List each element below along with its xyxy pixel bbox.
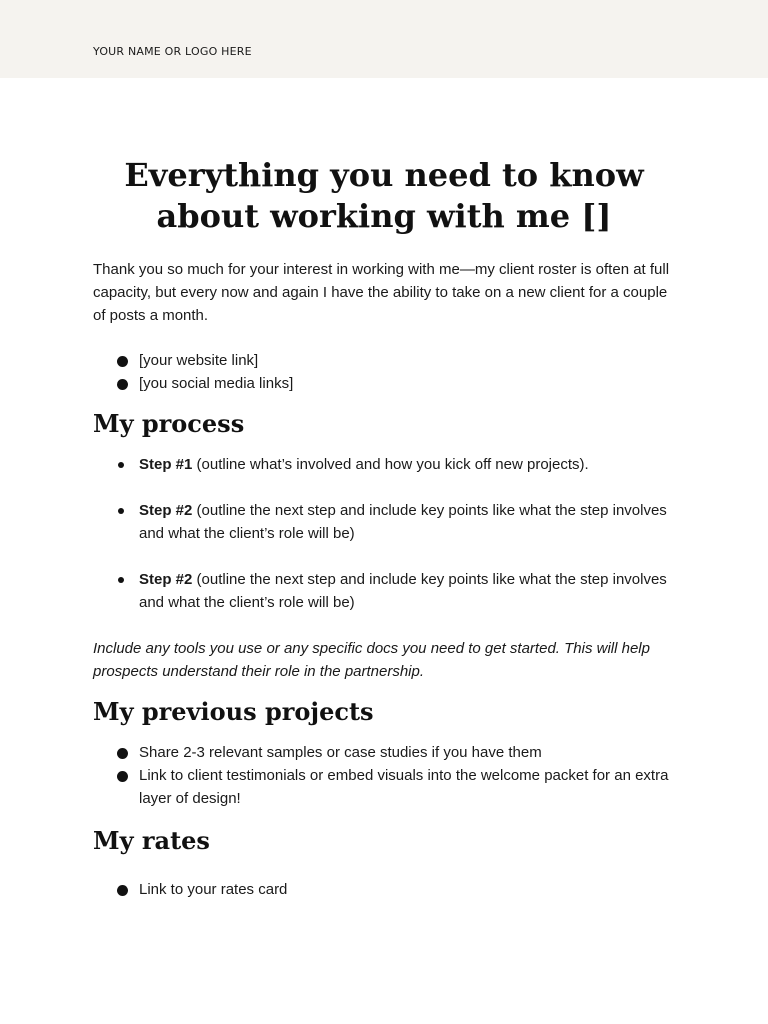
links-list (93, 349, 675, 395)
process-step (93, 499, 675, 545)
bullet-icon (117, 748, 128, 759)
process-note: Include any tools you use or any specific docs you need to get started. This will help prospects understand their role in the partnership. (93, 640, 650, 680)
list-item (93, 741, 675, 764)
social-links-placeholder: [you social media links] (139, 375, 294, 392)
projects-list (93, 741, 675, 810)
bullet-icon (118, 577, 124, 583)
section-heading-process: My process (93, 409, 245, 438)
bullet-icon (117, 771, 128, 782)
rates-card-link-placeholder: Link to your rates card (139, 881, 288, 898)
website-link-placeholder: [your website link] (139, 352, 259, 369)
intro-paragraph: Thank you so much for your interest in working with me—my client roster is often at full capacity, but every now and again I have the ability to take on a new client for a couple of posts a month. (93, 261, 670, 324)
document-body (93, 155, 675, 901)
rates-list (93, 878, 675, 901)
header-band (0, 0, 768, 78)
process-step (93, 453, 675, 476)
bullet-icon (118, 462, 124, 468)
section-heading-rates: My rates (93, 826, 210, 855)
logo-placeholder: YOUR NAME OR LOGO HERE (93, 45, 252, 58)
bullet-icon (117, 379, 128, 390)
process-step (93, 568, 675, 614)
bullet-icon (117, 356, 128, 367)
process-steps-list (93, 453, 675, 614)
project-item-text: Link to client testimonials or embed visuals into the welcome packet for an extra layer of design! (139, 767, 669, 807)
step-label: Step #1 (139, 456, 193, 473)
step-label: Step #2 (139, 571, 193, 588)
step-label: Step #2 (139, 502, 193, 519)
section-heading-projects: My previous projects (93, 697, 374, 726)
list-item (93, 878, 675, 901)
step-text: (outline the next step and include key points like what the step involves and what the client’s role will be) (139, 571, 667, 611)
bullet-icon (118, 508, 124, 514)
list-item (93, 372, 675, 395)
project-item-text: Share 2-3 relevant samples or case studies if you have them (139, 744, 542, 761)
list-item (93, 764, 675, 810)
step-text: (outline what’s involved and how you kick off new projects). (192, 456, 589, 473)
document-title: Everything you need to know about working with me [] (124, 156, 644, 235)
step-text: (outline the next step and include key points like what the step involves and what the client’s role will be) (139, 502, 667, 542)
bullet-icon (117, 885, 128, 896)
list-item (93, 349, 675, 372)
